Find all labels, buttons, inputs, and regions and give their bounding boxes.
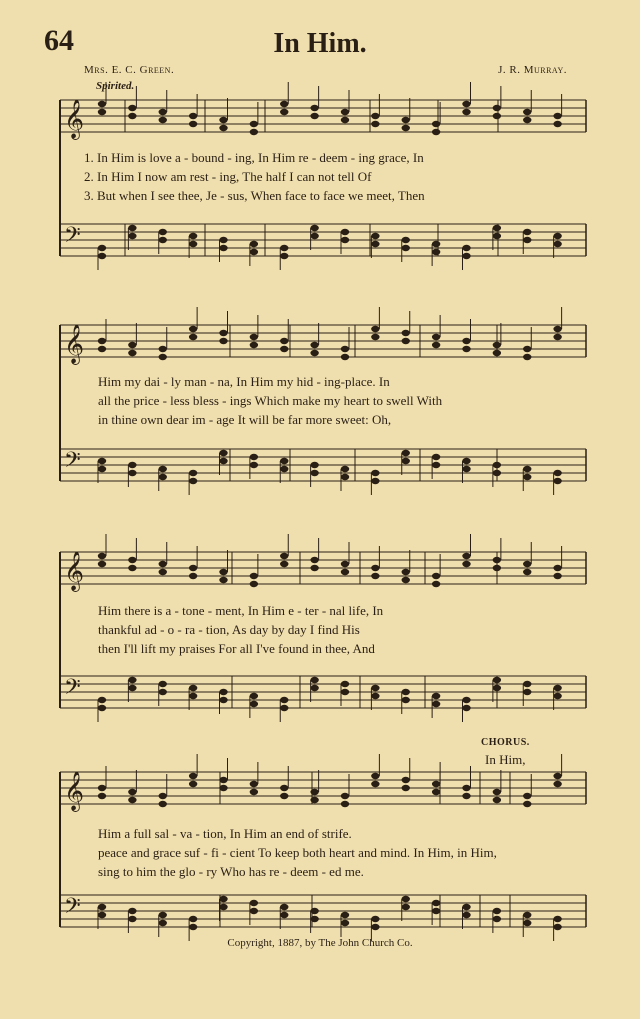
note-head — [462, 561, 470, 567]
note-head — [493, 105, 501, 111]
note-head — [128, 685, 136, 691]
note-head — [250, 249, 258, 255]
note-head — [98, 553, 106, 559]
note-head — [250, 129, 258, 135]
note-head — [310, 225, 318, 231]
lyric-line: thankful ad - o - ra - tion, As day by day I find His — [98, 622, 360, 637]
note-head — [128, 916, 136, 922]
note-head — [553, 685, 561, 691]
note-head — [402, 458, 410, 464]
note-head — [189, 924, 197, 930]
note-head — [553, 113, 561, 119]
note-head — [128, 908, 136, 914]
note-head — [371, 334, 379, 340]
note-head — [432, 462, 440, 468]
bass-clef-icon: 𝄢 — [64, 675, 81, 705]
note-head — [523, 117, 531, 123]
note-head — [371, 565, 379, 571]
note-head — [402, 237, 410, 243]
note-head — [371, 241, 379, 247]
note-head — [159, 109, 167, 115]
note-head — [462, 553, 470, 559]
lyric-line: then I'll lift my praises For all I've found in thee, And — [98, 641, 375, 656]
treble-clef-icon: 𝄞 — [64, 551, 85, 591]
note-head — [159, 920, 167, 926]
note-head — [432, 454, 440, 460]
note-head — [219, 450, 227, 456]
chorus-pickup-text: In Him, — [485, 752, 526, 767]
note-head — [310, 105, 318, 111]
note-head — [341, 681, 349, 687]
note-head — [98, 245, 106, 251]
note-head — [523, 912, 531, 918]
note-head — [219, 125, 227, 131]
note-head — [310, 462, 318, 468]
note-head — [371, 916, 379, 922]
tempo-marking: Spirited. — [96, 80, 135, 92]
note-head — [462, 109, 470, 115]
note-head — [432, 129, 440, 135]
note-head — [250, 573, 258, 579]
note-head — [280, 697, 288, 703]
note-head — [310, 685, 318, 691]
note-head — [553, 326, 561, 332]
note-head — [310, 350, 318, 356]
note-head — [402, 785, 410, 791]
lyric-line: 3. But when I see thee, Je - sus, When face to face we meet, Then — [84, 188, 425, 203]
lyric-line: peace and grace suf - fi - cient To keep both heart and mind. In Him, in Him, — [98, 845, 497, 860]
note-head — [462, 101, 470, 107]
note-head — [128, 233, 136, 239]
note-head — [341, 354, 349, 360]
note-head — [189, 470, 197, 476]
note-head — [98, 904, 106, 910]
note-head — [189, 121, 197, 127]
note-head — [341, 912, 349, 918]
note-head — [250, 908, 258, 914]
note-head — [280, 904, 288, 910]
note-head — [553, 916, 561, 922]
note-head — [310, 113, 318, 119]
hymn-title: In Him. — [273, 28, 367, 59]
note-head — [432, 249, 440, 255]
note-head — [371, 121, 379, 127]
note-head — [280, 785, 288, 791]
note-head — [128, 113, 136, 119]
note-head — [432, 121, 440, 127]
note-head — [432, 693, 440, 699]
note-head — [159, 801, 167, 807]
note-head — [128, 789, 136, 795]
note-head — [493, 789, 501, 795]
note-head — [159, 117, 167, 123]
note-head — [462, 793, 470, 799]
note-head — [402, 569, 410, 575]
note-head — [280, 245, 288, 251]
lyric-line: 1. In Him is love a - bound - ing, In Him re - deem - ing grace, In — [84, 150, 424, 165]
note-head — [98, 253, 106, 259]
note-head — [371, 924, 379, 930]
note-head — [159, 346, 167, 352]
note-head — [250, 693, 258, 699]
note-head — [523, 109, 531, 115]
note-head — [462, 253, 470, 259]
note-head — [189, 781, 197, 787]
note-head — [219, 577, 227, 583]
note-head — [98, 458, 106, 464]
note-head — [219, 458, 227, 464]
note-head — [341, 920, 349, 926]
note-head — [523, 801, 531, 807]
note-head — [523, 920, 531, 926]
lyric-line: Him there is a - tone - ment, In Him e - ter - nal life, In — [98, 603, 384, 618]
note-head — [432, 701, 440, 707]
note-head — [98, 561, 106, 567]
note-head — [553, 121, 561, 127]
note-head — [371, 326, 379, 332]
note-head — [98, 466, 106, 472]
note-head — [493, 797, 501, 803]
note-head — [280, 338, 288, 344]
note-head — [250, 334, 258, 340]
note-head — [493, 233, 501, 239]
note-head — [280, 561, 288, 567]
bass-clef-icon: 𝄢 — [64, 223, 81, 253]
note-head — [553, 773, 561, 779]
note-head — [219, 777, 227, 783]
note-head — [432, 581, 440, 587]
note-head — [189, 565, 197, 571]
note-head — [159, 466, 167, 472]
lyric-line: Him a full sal - va - tion, In Him an end of strife. — [98, 826, 352, 841]
note-head — [310, 342, 318, 348]
note-head — [250, 900, 258, 906]
note-head — [402, 777, 410, 783]
note-head — [250, 789, 258, 795]
note-head — [189, 326, 197, 332]
note-head — [553, 478, 561, 484]
note-head — [341, 229, 349, 235]
note-head — [523, 346, 531, 352]
treble-clef-icon: 𝄞 — [64, 324, 85, 364]
note-head — [98, 338, 106, 344]
bass-clef-icon: 𝄢 — [64, 894, 81, 924]
note-head — [219, 785, 227, 791]
note-head — [128, 350, 136, 356]
note-head — [280, 912, 288, 918]
note-head — [341, 117, 349, 123]
note-head — [371, 573, 379, 579]
note-head — [371, 781, 379, 787]
note-head — [219, 237, 227, 243]
note-head — [189, 334, 197, 340]
note-head — [219, 896, 227, 902]
note-head — [280, 458, 288, 464]
note-head — [189, 241, 197, 247]
note-head — [310, 677, 318, 683]
note-head — [310, 470, 318, 476]
note-head — [98, 109, 106, 115]
note-head — [553, 781, 561, 787]
note-head — [159, 793, 167, 799]
note-head — [189, 693, 197, 699]
note-head — [128, 797, 136, 803]
note-head — [432, 573, 440, 579]
note-head — [523, 569, 531, 575]
note-head — [189, 685, 197, 691]
note-head — [371, 773, 379, 779]
note-head — [280, 109, 288, 115]
lyric-line: 2. In Him I now am rest - ing, The half I can not tell Of — [84, 169, 372, 184]
note-head — [280, 793, 288, 799]
note-head — [159, 229, 167, 235]
note-head — [432, 334, 440, 340]
note-head — [402, 450, 410, 456]
note-head — [250, 781, 258, 787]
note-head — [128, 225, 136, 231]
note-head — [159, 237, 167, 243]
note-head — [553, 924, 561, 930]
note-head — [371, 233, 379, 239]
bass-clef-icon: 𝄢 — [64, 448, 81, 478]
note-head — [523, 229, 531, 235]
note-head — [432, 908, 440, 914]
composer-credit: J. R. Murray. — [498, 64, 567, 76]
note-head — [280, 346, 288, 352]
note-head — [553, 693, 561, 699]
note-head — [462, 458, 470, 464]
note-head — [189, 478, 197, 484]
note-head — [523, 681, 531, 687]
note-head — [462, 785, 470, 791]
note-head — [98, 697, 106, 703]
note-head — [189, 233, 197, 239]
note-head — [341, 237, 349, 243]
note-head — [493, 916, 501, 922]
note-head — [371, 470, 379, 476]
note-head — [462, 705, 470, 711]
note-head — [159, 561, 167, 567]
note-head — [250, 581, 258, 587]
note-head — [159, 474, 167, 480]
note-head — [432, 900, 440, 906]
note-head — [219, 689, 227, 695]
note-head — [128, 677, 136, 683]
note-head — [341, 569, 349, 575]
note-head — [189, 773, 197, 779]
author-credit: Mrs. E. C. Green. — [84, 64, 175, 76]
note-head — [250, 462, 258, 468]
note-head — [159, 354, 167, 360]
note-head — [402, 896, 410, 902]
note-head — [159, 912, 167, 918]
note-head — [219, 697, 227, 703]
note-head — [219, 117, 227, 123]
treble-clef-icon: 𝄞 — [64, 99, 85, 139]
note-head — [189, 113, 197, 119]
note-head — [371, 685, 379, 691]
note-head — [250, 121, 258, 127]
note-head — [128, 557, 136, 563]
note-head — [98, 793, 106, 799]
lyric-line: all the price - less bless - ings Which make my heart to swell With — [98, 393, 443, 408]
note-head — [462, 904, 470, 910]
note-head — [341, 109, 349, 115]
note-head — [371, 113, 379, 119]
note-head — [432, 342, 440, 348]
note-head — [310, 557, 318, 563]
copyright-footer: Copyright, 1887, by The John Church Co. — [227, 937, 413, 949]
note-head — [341, 801, 349, 807]
lyric-line: sing to him the glo - ry Who has re - deem - ed me. — [98, 864, 364, 879]
note-head — [280, 705, 288, 711]
note-head — [219, 569, 227, 575]
note-head — [371, 693, 379, 699]
note-head — [553, 233, 561, 239]
note-head — [402, 330, 410, 336]
note-head — [128, 462, 136, 468]
note-head — [462, 346, 470, 352]
note-head — [250, 342, 258, 348]
note-head — [128, 470, 136, 476]
note-head — [553, 241, 561, 247]
note-head — [128, 105, 136, 111]
note-head — [402, 904, 410, 910]
note-head — [432, 241, 440, 247]
note-head — [402, 338, 410, 344]
note-head — [402, 125, 410, 131]
note-head — [341, 474, 349, 480]
note-head — [280, 466, 288, 472]
note-head — [402, 689, 410, 695]
note-head — [341, 689, 349, 695]
note-head — [553, 565, 561, 571]
note-head — [341, 346, 349, 352]
note-head — [402, 117, 410, 123]
note-head — [250, 454, 258, 460]
note-head — [462, 245, 470, 251]
note-head — [219, 904, 227, 910]
note-head — [159, 689, 167, 695]
note-head — [493, 908, 501, 914]
note-head — [493, 225, 501, 231]
chorus-label: CHORUS. — [481, 737, 530, 748]
note-head — [553, 573, 561, 579]
note-head — [402, 245, 410, 251]
note-head — [128, 342, 136, 348]
note-head — [341, 793, 349, 799]
note-head — [219, 338, 227, 344]
note-head — [280, 553, 288, 559]
note-head — [341, 561, 349, 567]
note-head — [280, 253, 288, 259]
note-head — [310, 565, 318, 571]
note-head — [250, 241, 258, 247]
note-head — [189, 916, 197, 922]
note-head — [98, 346, 106, 352]
note-head — [523, 474, 531, 480]
note-head — [371, 478, 379, 484]
note-head — [98, 912, 106, 918]
note-head — [341, 466, 349, 472]
note-head — [159, 569, 167, 575]
note-head — [159, 681, 167, 687]
note-head — [523, 354, 531, 360]
note-head — [462, 912, 470, 918]
note-head — [432, 789, 440, 795]
note-head — [402, 577, 410, 583]
note-head — [128, 565, 136, 571]
note-head — [219, 245, 227, 251]
note-head — [553, 470, 561, 476]
note-head — [523, 561, 531, 567]
note-head — [553, 334, 561, 340]
lyric-line: in thine own dear im - age It will be far more sweet: Oh, — [98, 412, 392, 427]
note-head — [523, 466, 531, 472]
note-head — [523, 793, 531, 799]
treble-clef-icon: 𝄞 — [64, 771, 85, 811]
note-head — [219, 330, 227, 336]
page-number: 64 — [44, 24, 74, 57]
note-head — [523, 689, 531, 695]
note-head — [98, 785, 106, 791]
note-head — [523, 237, 531, 243]
note-head — [462, 466, 470, 472]
note-head — [402, 697, 410, 703]
note-head — [462, 697, 470, 703]
lyric-line: Him my dai - ly man - na, In Him my hid - ing-place. In — [98, 374, 390, 389]
note-head — [189, 573, 197, 579]
note-head — [280, 101, 288, 107]
note-head — [462, 338, 470, 344]
note-head — [310, 233, 318, 239]
note-head — [493, 113, 501, 119]
note-head — [98, 101, 106, 107]
note-head — [432, 781, 440, 787]
note-head — [98, 705, 106, 711]
note-head — [250, 701, 258, 707]
